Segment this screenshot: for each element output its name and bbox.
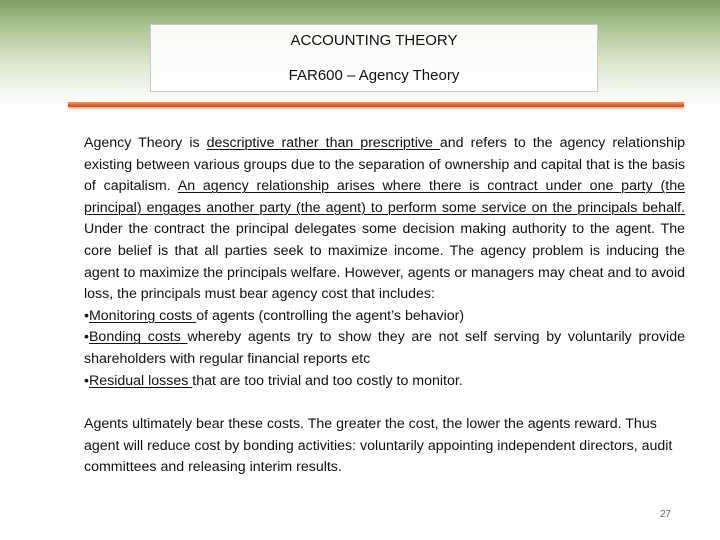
text-run: Under the contract the principal delegates some decision making authority to the agent. The core belief is that all parties seek to maximize income. The agency problem is inducing the agent to maximize the principals welfare. However, agents or managers may cheat and to avoid loss, the principals must bear agency cost that includes: — [84, 221, 685, 303]
bullet-term: Residual losses — [88, 372, 193, 389]
closing-paragraph: Agents ultimately bear these costs. The greater the cost, the lower the agents reward. Thus agent will reduce cost by bonding activities: voluntarily appointing independent directors, audit committees and releasing interim results. — [84, 416, 673, 476]
bullet-text: that are too trivial and too costly to monitor. — [192, 372, 463, 389]
bullet-marker: • — [84, 372, 89, 389]
bullet-text: whereby agents try to show they are not self serving by voluntarily provide shareholders with regular financial reports etc — [84, 329, 685, 367]
bullet-term: Monitoring costs — [88, 307, 197, 324]
bullet-marker: • — [84, 329, 89, 346]
paragraph-gap — [84, 392, 685, 414]
bullet-text: of agents (controlling the agent’s behavior) — [196, 307, 465, 324]
page-number: 27 — [660, 509, 672, 520]
emphasis-descriptive: descriptive rather than prescriptive — [206, 135, 440, 151]
intro-paragraph — [84, 133, 685, 306]
slide-title: ACCOUNTING THEORY — [290, 32, 458, 49]
bullet-monitoring-costs — [84, 306, 685, 328]
text-run: Agency Theory is — [84, 135, 207, 151]
slide-subtitle: FAR600 – Agency Theory — [288, 67, 460, 84]
bullet-marker: • — [84, 307, 89, 324]
emphasis-agency-relationship: An agency relationship arises where there is contract under one party (the principal) engages another party (the agent) to perform some service on the principals behalf. — [84, 178, 685, 216]
slide-body — [84, 133, 685, 479]
accent-divider — [68, 102, 684, 107]
bullet-bonding-costs — [84, 327, 685, 370]
text-run: and refers to the agency relationship existing between various groups due to the separation of ownership and capital that is the basis of capitalism. — [84, 135, 685, 195]
title-box — [150, 24, 598, 92]
bullet-residual-losses — [84, 371, 685, 393]
bullet-term: Bonding costs — [88, 329, 188, 346]
